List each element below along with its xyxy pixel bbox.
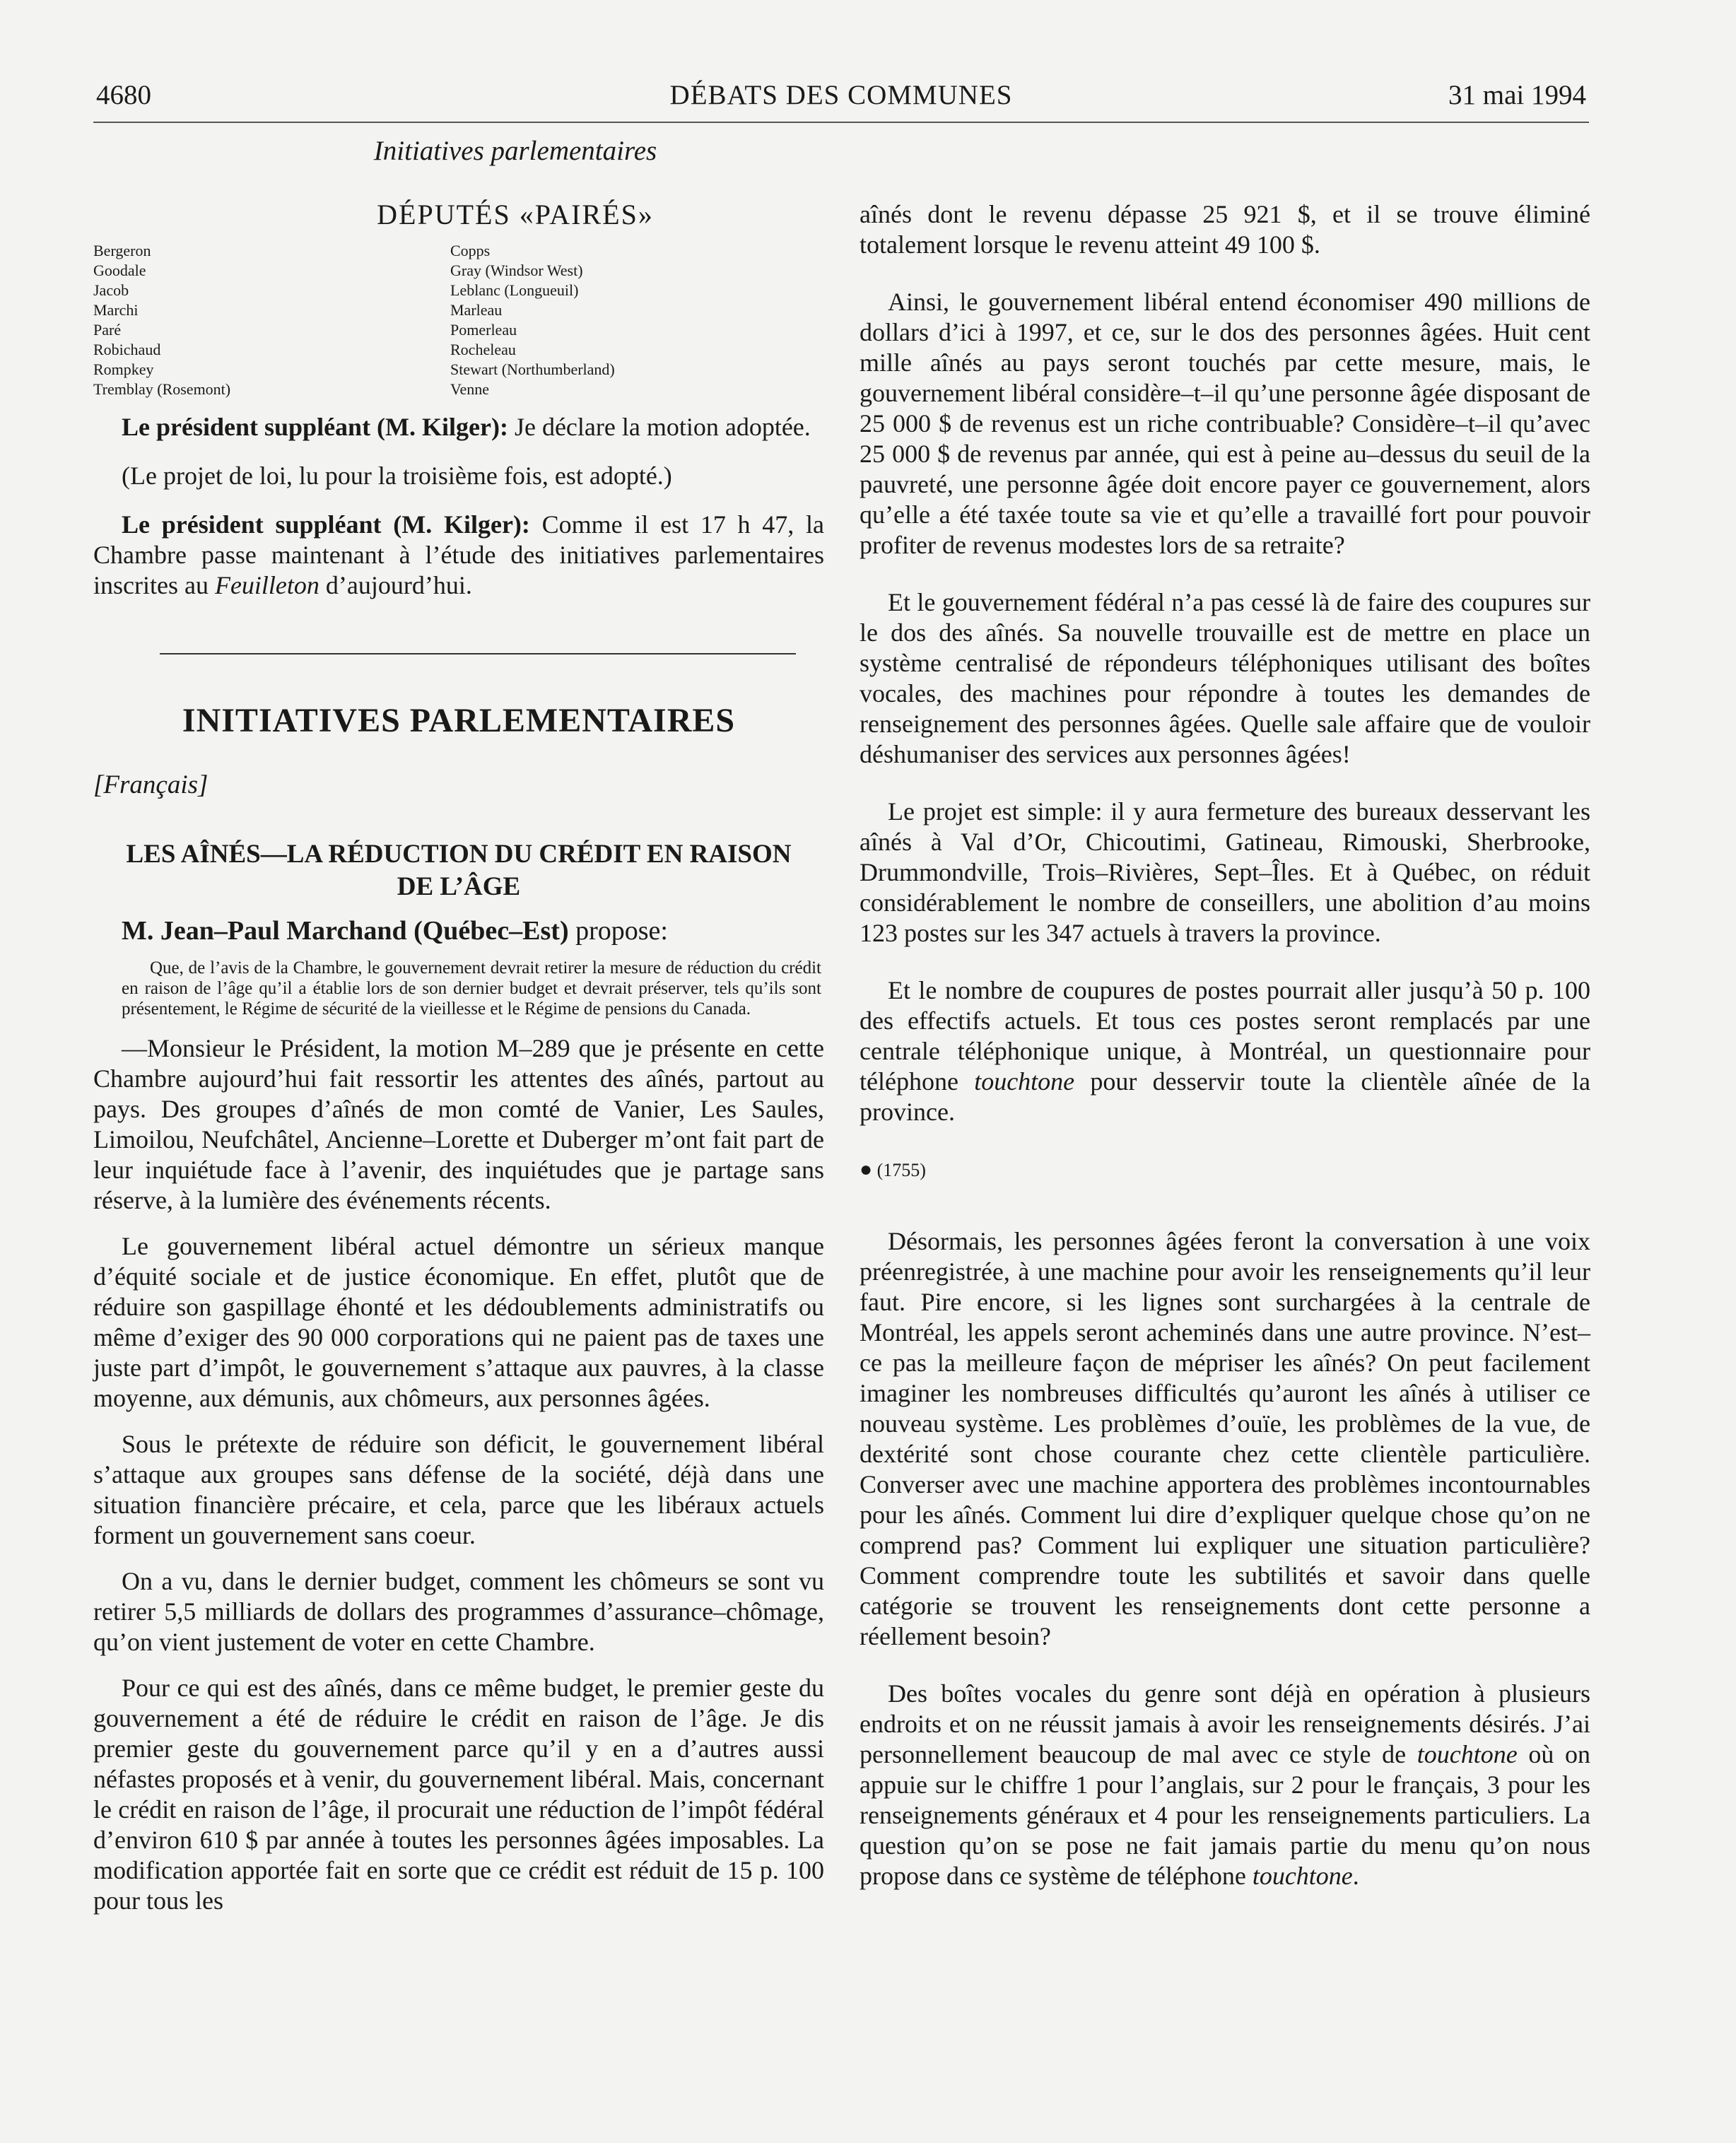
- paragraph: Et le gouvernement fédéral n’a pas cessé là de faire des coupures sur le dos des aînés. Sa nouvelle trouvaille est de mettre en place un système centralisé de répondeurs téléphoniques utilisant des boîtes vocales, des machines pour répondre à toutes les demandes de renseignement des personnes âgées. Quelle sale affaire que de vouloir déshumaniser des services aux personnes âgées!: [860, 588, 1590, 768]
- language-tag: [Français]: [93, 770, 209, 799]
- member-name: Stewart (Northumberland): [450, 360, 615, 378]
- procedural-note: (Le projet de loi, lu pour la troisième fois, est adopté.): [122, 462, 672, 490]
- proposer-name: M. Jean–Paul Marchand (Québec–Est): [122, 916, 569, 946]
- member-name: Copps: [450, 242, 491, 259]
- page-date: 31 mai 1994: [1448, 80, 1586, 110]
- member-name: Leblanc (Longueuil): [450, 281, 579, 299]
- paragraph: —Monsieur le Président, la motion M–289 que je présente en cette Chambre aujourd’hui fait ressortir les attentes des aînés, partout au pays. Des groupes d’aînés de mon comté de Vanier, Les Saules, Limoilou, Neufchâtel, Ancienne–Lorette et Duberger m’ont fait part de leur inquiétude face à l’avenir, des inquiétudes que je partage sans réserve, à la lumière des événements récents.: [93, 1034, 824, 1214]
- speech-text: Comme il est 17 h 47, la Chambre passe maintenant à l’étude des initiatives parlementaires inscrites au: [93, 510, 825, 599]
- member-name: Bergeron: [93, 242, 151, 259]
- paired-members-list: [93, 241, 824, 399]
- paragraph: Ainsi, le gouvernement libéral entend économiser 490 millions de dollars d’ici à 1997, et ce, sur le dos des personnes âgées. Huit cent mille aînés au pays seront touchés par cette mesure, mais, le gouvernement libéral considère–t–il qu’une personne âgée disposant de 25 000 $ de revenus est un riche contribuable? Considère–t–il qu’avec 25 000 $ de revenus par année, qui est à peine au–dessus du seuil de la pauvreté, une personne âgée doit encore payer ce gouvernement, alors qu’elle a été taxée toute sa vie et qu’elle a travaillé fort pour pouvoir profiter de revenus modestes lors de sa retraite?: [860, 288, 1590, 559]
- speech-italic: Feuilleton: [214, 571, 319, 599]
- debate-title-line: DE L’ÂGE: [397, 872, 521, 901]
- speech-text: d’aujourd’hui.: [319, 571, 472, 599]
- speech-speaker-1: [93, 412, 824, 442]
- time-stamp-text: (1755): [876, 1160, 926, 1180]
- time-stamp: [860, 1154, 1590, 1185]
- business-title: INITIATIVES PARLEMENTAIRES: [182, 702, 736, 739]
- right-column: [860, 199, 1590, 1918]
- paired-members-heading: DÉPUTÉS «PAIRÉS»: [377, 199, 654, 230]
- speech-text: Je déclare la motion adoptée.: [508, 413, 811, 441]
- member-name: Pomerleau: [450, 321, 517, 339]
- paragraph: Sous le prétexte de réduire son déficit, le gouvernement libéral s’attaque aux groupes sans défense de la société, déjà dans une situation financière précaire, et cela, parce que les libéraux actuels forment un gouvernement sans coeur.: [93, 1430, 824, 1549]
- paragraph: On a vu, dans le dernier budget, comment les chômeurs se sont vu retirer 5,5 milliards de dollars des programmes d’assurance–chômage, qu’on vient justement de voter en cette Chambre.: [93, 1567, 824, 1656]
- paragraph: Pour ce qui est des aînés, dans ce même budget, le premier geste du gouvernement a été de réduire le crédit en raison de l’âge. Je dis premier geste du gouvernement parce qu’il y en a d’autres aussi néfastes proposés et à venir, du gouvernement libéral. Mais, concernant le crédit en raison de l’âge, il procurait une réduction de l’impôt fédéral d’environ 610 $ par année à toutes les personnes âgées imposables. La modification apportée fait en sorte que ce crédit est réduit de 15 p. 100 pour tous les: [93, 1674, 824, 1915]
- paragraph-italic: touchtone: [974, 1067, 1075, 1096]
- paragraph: [860, 1679, 1590, 1891]
- section-italic-title: Initiatives parlementaires: [373, 136, 657, 166]
- member-name: Marchi: [93, 301, 139, 319]
- debate-title: [115, 838, 803, 903]
- paragraph: aînés dont le revenu dépasse 25 921 $, et il se trouve éliminé totalement lorsque le revenu atteint 49 100 $.: [860, 200, 1590, 259]
- member-name: Robichaud: [93, 341, 161, 358]
- debate-title-line: LES AÎNÉS—LA RÉDUCTION DU CRÉDIT EN RAISON: [126, 840, 792, 869]
- member-name: Marleau: [450, 301, 503, 319]
- paragraph: Le projet est simple: il y aura fermeture des bureaux desservant les aînés à Val d’Or, Chicoutimi, Gatineau, Rimouski, Sherbrooke, Drummondville, Trois–Rivières, Sept–Îles. Et à Québec, on réduit considérablement le nombre de conseillers, une abolition d’au moins 123 postes sur les 347 actuels à travers la province.: [860, 797, 1590, 947]
- speaker-name: Le président suppléant (M. Kilger):: [122, 413, 508, 441]
- page-header: [93, 76, 1589, 123]
- speech-speaker-2: [93, 510, 824, 601]
- paragraph: Désormais, les personnes âgées feront la conversation à une voix préenregistrée, à une machine pour avoir les renseignements qu’il leur faut. Pire encore, si les lignes sont surchargées à la centrale de Montréal, les appels seront acheminés dans une autre province. N’est–ce pas la meilleure façon de mépriser les aînés? On peut facilement imaginer les nombreuses difficultés qu’auront les aînés à utiliser ce nouveau système. Les problèmes d’ouïe, les problèmes de la vue, de dextérité sont chose courante chez cette clientèle particulière. Converser avec une machine apportera des problèmes incontournables pour les aînés. Comment lui dire d’expliquer quelque chose qu’on ne comprend pas? Comment lui expliquer une situation particulière? Comment comprendre toute les subtilités et savoir dans quelle catégorie se trouvent les renseignements dont cette personne a réellement besoin?: [860, 1227, 1590, 1650]
- paragraph-text: .: [1352, 1862, 1359, 1890]
- member-name: Venne: [450, 380, 489, 398]
- member-name: Tremblay (Rosemont): [93, 380, 231, 398]
- proposer-line: [122, 916, 824, 946]
- paragraph-text: où on appuie sur le chiffre 1 pour l’anglais, sur 2 pour le français, 3 pour les renseignements généraux et 4 pour les renseignements particuliers. La question qu’on se pose ne fait jamais partie du menu qu’on nous propose dans ce système de téléphone: [860, 1740, 1591, 1890]
- speaker-name: Le président suppléant (M. Kilger):: [122, 510, 530, 539]
- left-column: [93, 134, 824, 1932]
- member-name: Rompkey: [93, 360, 154, 378]
- page-number: 4680: [96, 80, 151, 110]
- member-name: Rocheleau: [450, 341, 516, 358]
- paired-members-left: [93, 241, 450, 399]
- publication-title: DÉBATS DES COMMUNES: [669, 80, 1013, 110]
- proposer-verb: propose:: [568, 916, 668, 946]
- member-name: Paré: [93, 321, 122, 339]
- paragraph: [860, 975, 1590, 1127]
- member-name: Goodale: [93, 262, 146, 279]
- member-name: Gray (Windsor West): [450, 262, 583, 279]
- paragraph-text: pour desservir toute la clientèle aînée de la province.: [860, 1067, 1590, 1126]
- paragraph-italic: touchtone: [1252, 1862, 1353, 1890]
- paragraph-text: Des boîtes vocales du genre sont déjà en opération à plusieurs endroits et on ne réussit jamais à avoir les renseignements désirés. J’ai personnellement beaucoup de mal avec ce style de: [860, 1679, 1590, 1768]
- bullet-icon: ●: [860, 1158, 873, 1181]
- paired-members-right: [450, 241, 615, 399]
- member-name: Jacob: [93, 281, 129, 299]
- paragraph-text: Et le nombre de coupures de postes pourrait aller jusqu’à 50 p. 100 des effectifs actuels. Et tous ces postes seront remplacés par une centrale téléphonique unique, à Montréal, un questionnaire pour téléphone: [860, 976, 1590, 1096]
- motion-text: Que, de l’avis de la Chambre, le gouvernement devrait retirer la mesure de réduction du crédit en raison de l’âge qu’il a établie lors de son dernier budget et devrait préserver, tels qu’ils sont présentement, le Régime de sécurité de la vieillesse et le Régime de pensions du Canada.: [122, 958, 821, 1018]
- section-divider: [160, 653, 796, 654]
- paragraph: Le gouvernement libéral actuel démontre un sérieux manque d’équité sociale et de justice économique. En effet, plutôt que de réduire son gaspillage éhonté et les dédoublements administratifs ou même d’exiger des 90 000 corporations qui ne paient pas de taxes une juste part d’impôt, le gouvernement s’attaque aux pauvres, à la classe moyenne, aux démunis, aux chômeurs, aux personnes âgées.: [93, 1232, 824, 1412]
- paragraph-italic: touchtone: [1417, 1740, 1518, 1768]
